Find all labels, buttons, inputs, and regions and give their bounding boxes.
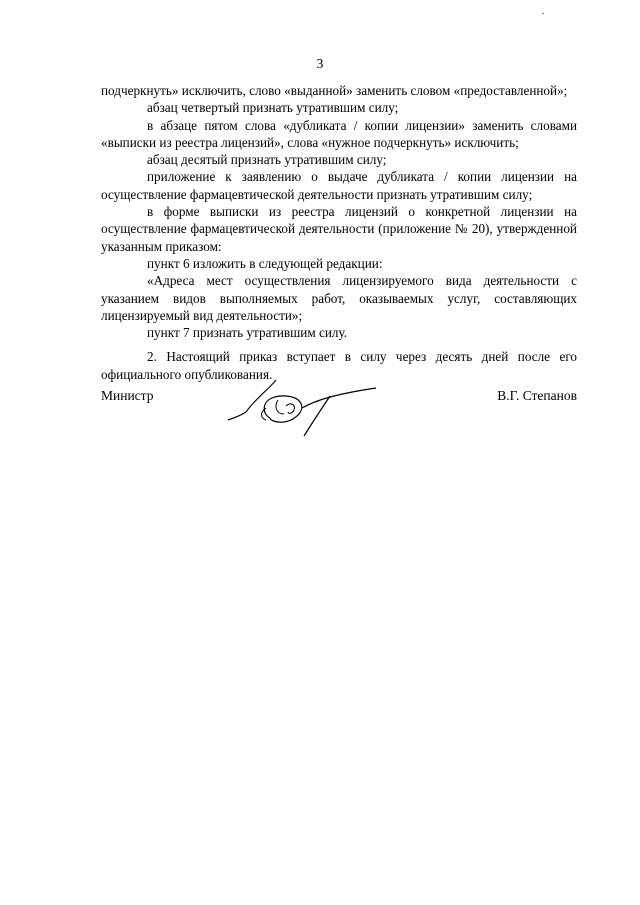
signatory-name: В.Г. Степанов xyxy=(497,388,577,403)
order-text xyxy=(101,82,577,383)
signature-block xyxy=(101,378,577,458)
paragraph: 2. Настоящий приказ вступает в силу через десять дней после его официального опубликования. xyxy=(101,349,577,382)
paragraph: пункт 7 признать утратившим силу. xyxy=(147,325,348,341)
signatory-position: Министр xyxy=(101,388,154,403)
paragraph: пункт 6 изложить в следующей редакции: xyxy=(147,255,383,271)
paragraph: подчеркнуть» исключить, слово «выданной» заменить словом «предоставленной»; xyxy=(101,83,568,98)
paragraph: приложение к заявлению о выдаче дубликата / копии лицензии на осуществление фармацевтической деятельности признать утратившим силу; xyxy=(101,169,577,202)
scan-artifact xyxy=(542,13,544,14)
paragraph: абзац десятый признать утратившим силу; xyxy=(147,152,387,168)
handwritten-signature xyxy=(226,378,381,438)
paragraph: абзац четвертый признать утратившим силу; xyxy=(147,100,399,116)
page-number: 3 xyxy=(316,56,324,71)
paragraph: «Адреса мест осуществления лицензируемого вида деятельности с указанием видов выполняемых работ, оказываемых услуг, составляющих лицензируемый вид деятельности»; xyxy=(101,273,577,323)
paragraph: в форме выписки из реестра лицензий о конкретной лицензии на осуществление фармацевтической деятельности (приложение № 20), утвержденной указанным приказом: xyxy=(101,204,577,254)
paragraph: в абзаце пятом слова «дубликата / копии лицензии» заменить словами «выписки из реестра лицензий», слова «нужное подчеркнуть» исключить; xyxy=(101,117,577,150)
